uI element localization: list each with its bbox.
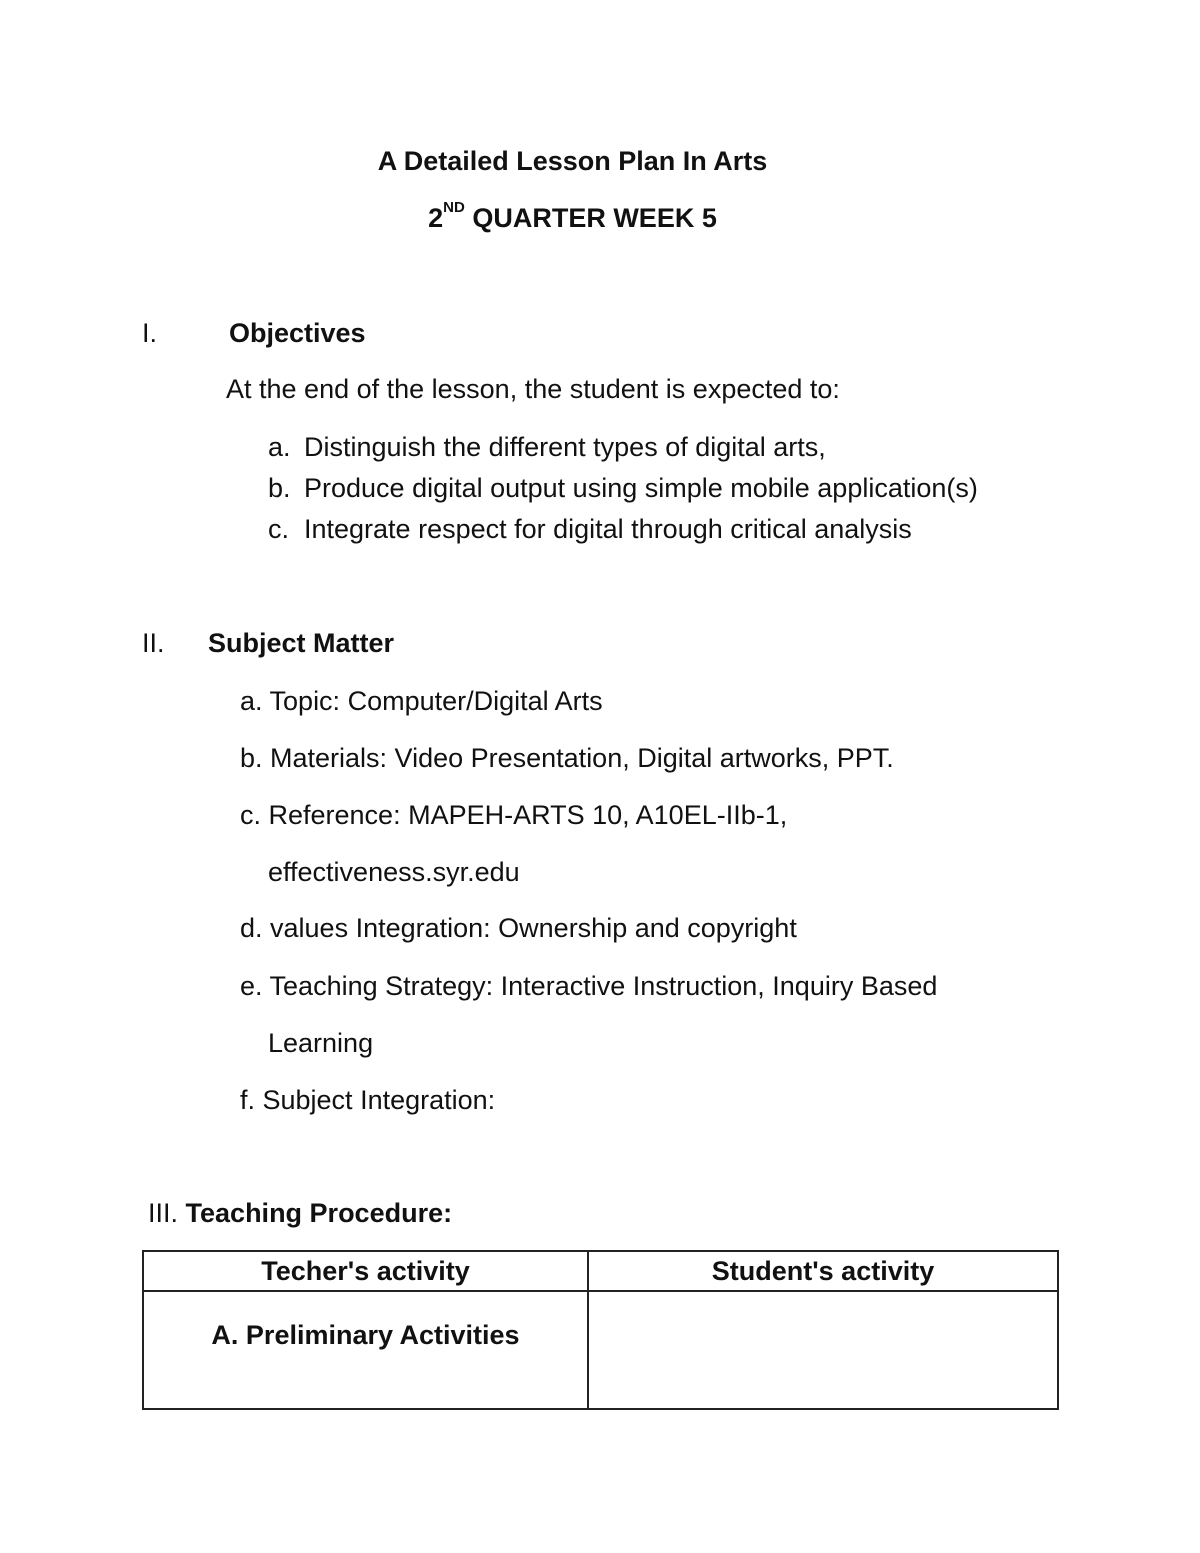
- table-header-student: Student's activity: [588, 1251, 1058, 1291]
- table-header-row: [143, 1251, 1058, 1291]
- table-cell-teacher-activity: A. Preliminary Activities: [143, 1291, 588, 1409]
- objective-item-text: Distinguish the different types of digital arts,: [304, 432, 826, 462]
- document-subtitle: [0, 199, 1145, 234]
- objective-item-letter: c.: [268, 514, 290, 544]
- subject-matter-item: e. Teaching Strategy: Interactive Instruction, Inquiry Based: [240, 971, 938, 1001]
- objective-item-letter: b.: [268, 473, 291, 503]
- subject-matter-item: b. Materials: Video Presentation, Digital artworks, PPT.: [240, 743, 894, 773]
- subject-matter-item-continued: effectiveness.syr.edu: [268, 857, 520, 887]
- subject-matter-item-continued: Learning: [268, 1028, 374, 1058]
- section-numeral-teaching-procedure: III.: [148, 1198, 179, 1228]
- subject-matter-item: f. Subject Integration:: [240, 1085, 496, 1115]
- objective-item-text: Integrate respect for digital through critical analysis: [304, 514, 912, 544]
- section-heading-subject-matter: Subject Matter: [208, 628, 395, 658]
- subtitle-number: 2: [428, 203, 444, 233]
- section-numeral-objectives: I.: [142, 318, 158, 348]
- teaching-procedure-table: [142, 1250, 1059, 1410]
- objective-item-letter: a.: [268, 432, 291, 462]
- table-cell-student-activity: [588, 1291, 1058, 1409]
- subject-matter-item: d. values Integration: Ownership and copyright: [240, 913, 797, 943]
- section-heading-objectives: Objectives: [229, 318, 366, 348]
- subject-matter-item: a. Topic: Computer/Digital Arts: [240, 686, 603, 716]
- document-title: A Detailed Lesson Plan In Arts: [377, 146, 768, 176]
- objectives-intro: At the end of the lesson, the student is expected to:: [226, 374, 840, 404]
- section-heading-teaching-procedure: [148, 1198, 452, 1229]
- subtitle-superscript: ND: [443, 199, 465, 216]
- table-row: [143, 1291, 1058, 1409]
- subtitle-rest: QUARTER WEEK 5: [464, 203, 717, 233]
- objective-item-text: Produce digital output using simple mobile application(s): [304, 473, 978, 503]
- table-header-teacher: Techer's activity: [143, 1251, 588, 1291]
- subject-matter-item: c. Reference: MAPEH-ARTS 10, A10EL-IIb-1,: [240, 800, 788, 830]
- section-title-teaching-procedure: Teaching Procedure:: [185, 1198, 453, 1228]
- section-numeral-subject-matter: II.: [142, 628, 165, 658]
